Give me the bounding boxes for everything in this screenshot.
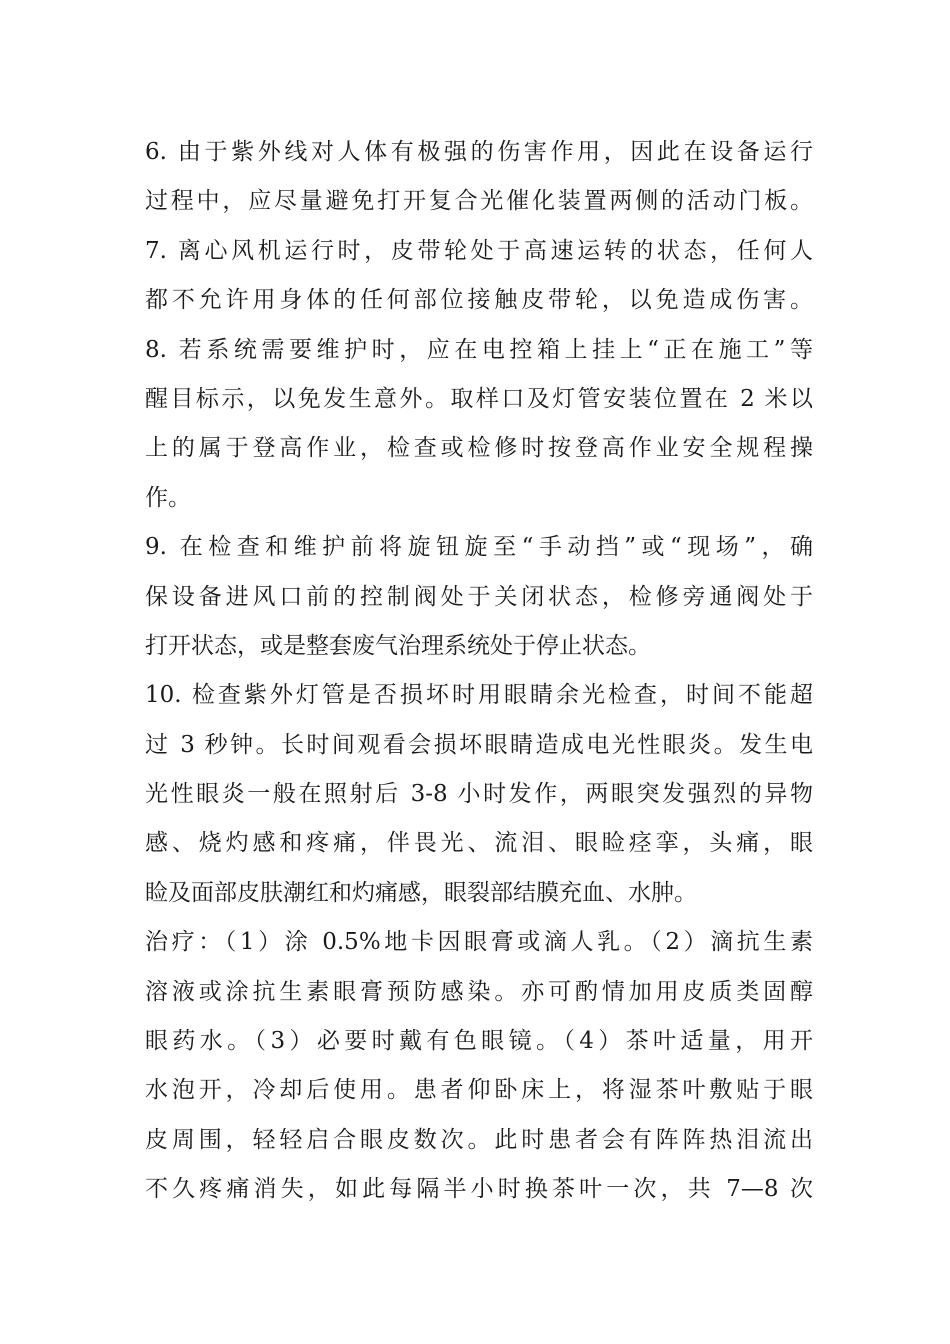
text-line: 8. 若系统需要维护时，应在电控箱上挂上“正在施工”等	[145, 336, 813, 363]
text-line: 10. 检查紫外灯管是否损坏时用眼睛余光检查，时间不能超	[145, 682, 813, 709]
document-body	[145, 128, 813, 1215]
text-line: 水泡开，冷却后使用。患者仰卧床上，将湿茶叶敷贴于眼	[145, 1077, 813, 1104]
text-line: 醒目标示，以免发生意外。取样口及灯管安装位置在 2 米以	[145, 385, 813, 412]
text-line: 感、烧灼感和疼痛，伴畏光、流泪、眼睑痉挛，头痛，眼	[145, 830, 813, 857]
text-line: 6. 由于紫外线对人体有极强的伤害作用，因此在设备运行	[145, 139, 813, 165]
text-line: 眼药水。（3）必要时戴有色眼镜。（4）茶叶适量，用开	[145, 1028, 813, 1055]
text-line: 过程中，应尽量避免打开复合光催化装置两侧的活动门板。	[145, 188, 813, 215]
text-line: 打开状态，或是整套废气治理系统处于停止状态。	[145, 632, 651, 659]
text-line: 不久疼痛消失，如此每隔半小时换茶叶一次，共 7—8 次	[145, 1176, 813, 1203]
text-line: 都不允许用身体的任何部位接触皮带轮，以免造成伤害。	[145, 287, 813, 314]
text-line: 治疗：（1）涂 0.5%地卡因眼膏或滴人乳。（2）滴抗生素	[145, 929, 813, 956]
text-line: 保设备进风口前的控制阀处于关闭状态，检修旁通阀处于	[145, 583, 813, 610]
text-line: 7. 离心风机运行时，皮带轮处于高速运转的状态，任何人	[145, 237, 813, 264]
text-line: 溶液或涂抗生素眼膏预防感染。亦可酌情加用皮质类固醇	[145, 978, 813, 1005]
text-line: 上的属于登高作业，检查或检修时按登高作业安全规程操	[145, 435, 813, 462]
text-line: 过 3 秒钟。长时间观看会损坏眼睛造成电光性眼炎。发生电	[145, 731, 813, 758]
text-line: 作。	[145, 484, 191, 511]
text-line: 皮周围，轻轻启合眼皮数次。此时患者会有阵阵热泪流出	[145, 1126, 813, 1153]
text-line: 睑及面部皮肤潮红和灼痛感，眼裂部结膜充血、水肿。	[145, 879, 697, 906]
text-line: 光性眼炎一般在照射后 3-8 小时发作，两眼突发强烈的异物	[145, 781, 813, 808]
text-line: 9. 在检查和维护前将旋钮旋至“手动挡”或“现场”，确	[145, 534, 813, 561]
